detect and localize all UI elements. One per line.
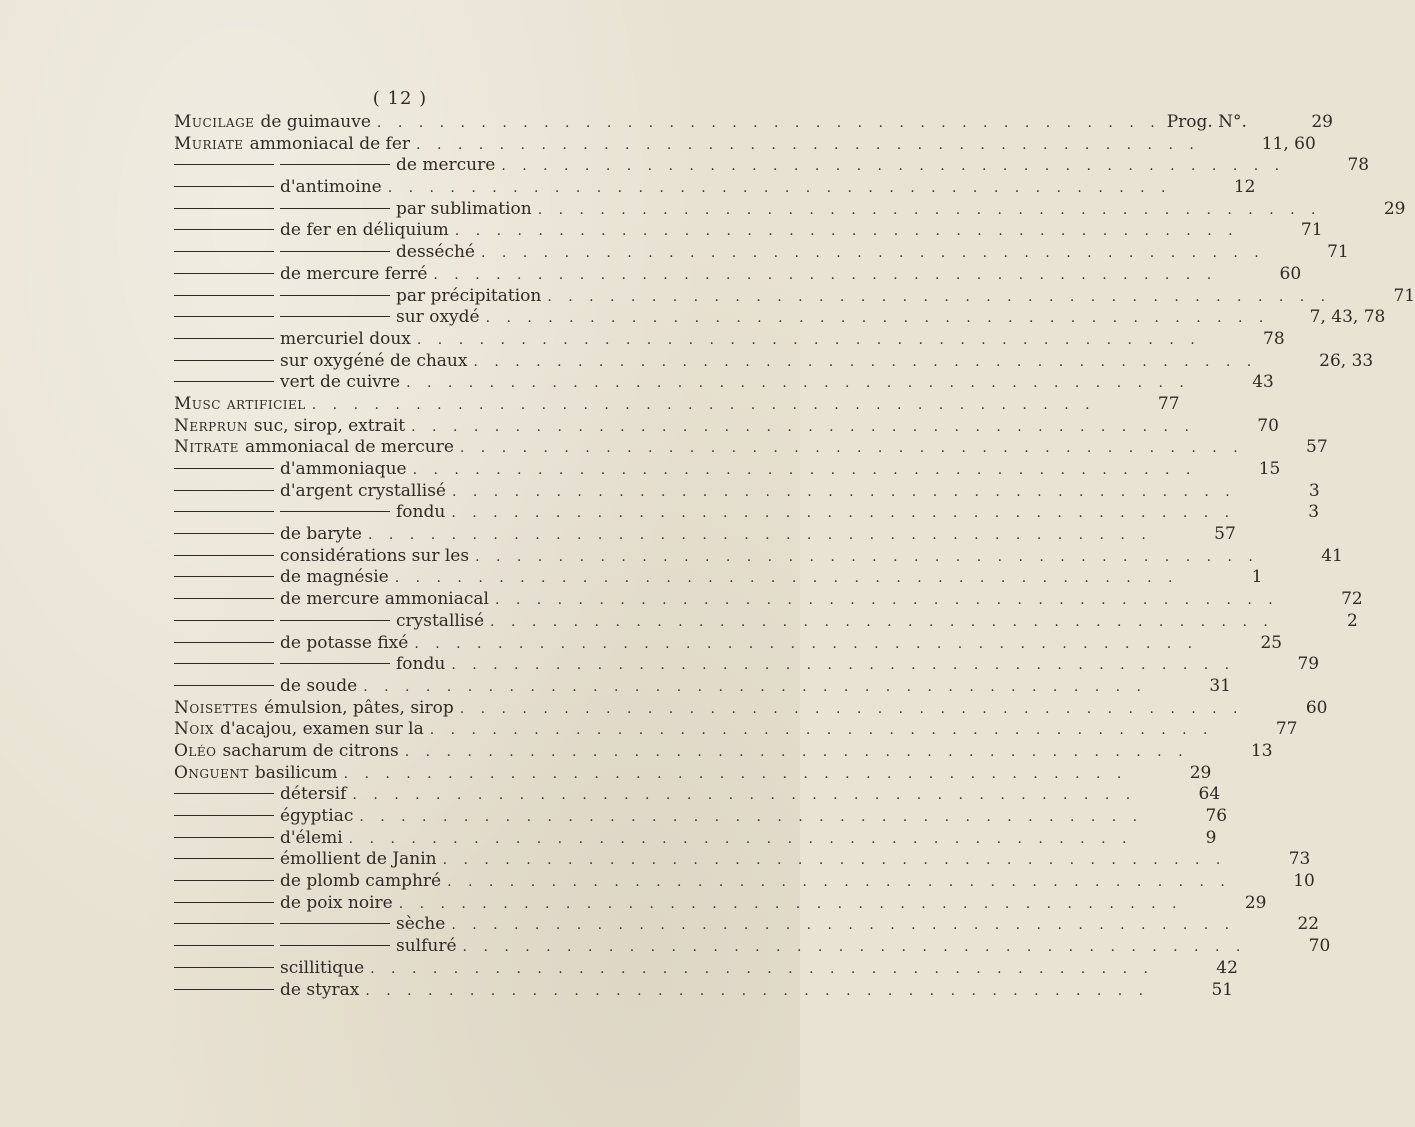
index-entry — [174, 263, 1302, 286]
index-entry — [174, 849, 1311, 871]
index-entry — [174, 697, 1328, 720]
dot-leader: . . . . . . . . . . . . . . . . . . . . . . . . . . . . . . . . . . . . . . — [363, 678, 1147, 695]
dot-leader: . . . . . . . . . . . . . . . . . . . . . . . . . . . . . . . . . . . . . . — [311, 396, 1096, 413]
dot-leader: . . . . . . . . . . . . . . . . . . . . . . . . . . . . . . . . . . . . . . — [459, 440, 1244, 457]
index-entry — [174, 762, 1212, 785]
program-number: 3 — [1308, 502, 1320, 523]
dot-leader: . . . . . . . . . . . . . . . . . . . . . . . . . . . . . . . . . . . . . . — [414, 635, 1199, 652]
entry-headword: Mucilage — [174, 112, 255, 132]
entry-text: fondu — [396, 502, 446, 523]
dot-leader: . . . . . . . . . . . . . . . . . . . . . . . . . . . . . . . . . . . . . . — [406, 375, 1190, 392]
ditto-dash — [174, 642, 274, 643]
index-entry — [174, 719, 1298, 741]
index-entry — [174, 675, 1231, 698]
entry-text: suc, sirop, extrait — [253, 415, 406, 436]
index-entry — [174, 524, 1236, 546]
dot-leader: . . . . . . . . . . . . . . . . . . . . . . . . . . . . . . . . . . . . . . — [537, 201, 1322, 218]
entry-lead — [174, 502, 445, 524]
dot-leader: . . . . . . . . . . . . . . . . . . . . . . . . . . . . . . . . . . . . . . — [454, 223, 1239, 240]
dot-leader: . . . . . . . . . . . . . . . . . . . . . . . . . . . . . . . . . . . . . . — [462, 939, 1247, 956]
ditto-dash — [174, 186, 274, 187]
index-entry — [174, 242, 1349, 264]
program-number: 25 — [1260, 632, 1283, 653]
entry-text: par précipitation — [396, 285, 542, 306]
index-entry — [174, 350, 1374, 373]
entry-text: considérations sur les — [280, 545, 470, 566]
index-entry — [174, 480, 1320, 503]
entry-text: de baryte — [280, 524, 362, 545]
ditto-dash — [280, 945, 390, 946]
ditto-dash — [174, 229, 274, 230]
dot-leader: . . . . . . . . . . . . . . . . . . . . . . . . . . . . . . . . . . . . . . — [451, 917, 1236, 934]
index-entry — [174, 871, 1315, 893]
dot-leader: . . . . . . . . . . . . . . . . . . . . . . . . . . . . . . . . . . . . . . — [376, 115, 1161, 131]
index-entry — [174, 220, 1323, 242]
ditto-dash — [174, 576, 274, 577]
index-entry — [174, 957, 1238, 980]
entry-lead — [174, 763, 338, 785]
ditto-dash — [280, 663, 390, 664]
ditto-dash — [280, 316, 390, 317]
ditto-dash — [174, 251, 274, 252]
dot-leader: . . . . . . . . . . . . . . . . . . . . . . . . . . . . . . . . . . . . . . — [398, 895, 1183, 912]
dot-leader: . . . . . . . . . . . . . . . . . . . . . . . . . . . . . . . . . . . . . . — [451, 483, 1236, 500]
dot-leader: . . . . . . . . . . . . . . . . . . . . . . . . . . . . . . . . . . . . . . — [343, 765, 1128, 782]
entry-text: détersif — [280, 784, 347, 805]
entry-headword: Onguent — [174, 762, 249, 783]
program-number: 13 — [1250, 740, 1273, 761]
ditto-dash — [174, 945, 274, 946]
program-number: 78 — [1347, 155, 1370, 176]
dot-leader: . . . . . . . . . . . . . . . . . . . . . . . . . . . . . . . . . . . . . . — [485, 310, 1270, 327]
entry-text: scillitique — [280, 957, 365, 978]
entry-text: desséché — [396, 242, 475, 263]
dot-leader: . . . . . . . . . . . . . . . . . . . . . . . . . . . . . . . . . . . . . . — [433, 266, 1218, 283]
entry-lead — [174, 741, 399, 763]
index-entry — [174, 459, 1281, 481]
ditto-dash — [174, 923, 274, 924]
ditto-dash — [174, 273, 274, 274]
index-entry — [174, 806, 1228, 828]
program-number: 10 — [1293, 871, 1315, 892]
index-entry — [174, 632, 1283, 655]
index-entry — [174, 415, 1279, 438]
dot-leader: . . . . . . . . . . . . . . . . . . . . . . . . . . . . . . . . . . . . . . — [365, 982, 1150, 999]
index-entry — [174, 654, 1320, 676]
program-number: 29 — [1311, 112, 1333, 132]
ditto-dash — [174, 468, 274, 469]
program-number: 79 — [1297, 654, 1320, 675]
dot-leader: . . . . . . . . . . . . . . . . . . . . . . . . . . . . . . . . . . . . . . — [348, 830, 1133, 847]
entry-text: mercuriel doux — [280, 328, 411, 349]
program-number: 76 — [1205, 806, 1228, 826]
entry-lead — [174, 719, 424, 741]
dot-leader: . . . . . . . . . . . . . . . . . . . . . . . . . . . . . . . . . . . . . . — [416, 331, 1201, 348]
index-entry — [174, 827, 1217, 850]
program-number: 72 — [1341, 589, 1363, 610]
index-entry — [174, 740, 1273, 763]
program-number: 60 — [1279, 263, 1302, 284]
entry-lead — [174, 654, 445, 676]
entry-lead — [174, 372, 400, 394]
ditto-dash — [174, 555, 274, 556]
entry-text: émollient de Janin — [280, 849, 437, 870]
ditto-dash — [174, 511, 274, 512]
program-number: 70 — [1308, 936, 1331, 957]
entry-lead — [174, 177, 382, 199]
entry-headword: Muriate — [174, 133, 244, 154]
entry-text: ammoniacal de fer — [249, 133, 411, 154]
entry-lead — [174, 524, 362, 546]
entry-text: fondu — [396, 654, 446, 675]
program-number: 43 — [1252, 372, 1274, 393]
entry-text: vert de cuivre — [280, 372, 401, 393]
ditto-dash — [280, 620, 390, 621]
entry-lead — [174, 459, 407, 481]
ditto-dash — [174, 837, 274, 838]
index-entry — [174, 589, 1363, 611]
program-number: 71 — [1327, 242, 1349, 263]
program-number: 22 — [1297, 914, 1320, 935]
entry-text: émulsion, pâtes, sirop — [264, 697, 454, 718]
entry-text: sacharum de citrons — [222, 740, 399, 761]
ditto-dash — [174, 360, 274, 361]
ditto-dash — [174, 663, 274, 664]
ditto-dash — [174, 989, 274, 990]
program-number: 29 — [1383, 198, 1406, 219]
program-number: 29 — [1189, 762, 1212, 783]
prog-header: Prog. N°. — [1166, 112, 1247, 132]
entry-lead — [174, 155, 495, 177]
dot-leader: . . . . . . . . . . . . . . . . . . . . . . . . . . . . . . . . . . . . . . — [368, 527, 1152, 544]
ditto-dash — [174, 338, 274, 339]
entry-text: sulfuré — [396, 936, 457, 957]
program-number: 71 — [1393, 285, 1415, 306]
entry-lead — [174, 958, 364, 980]
entry-headword: Musc artificiel — [174, 393, 306, 414]
ditto-dash — [280, 923, 390, 924]
entry-text: sur oxygéné de chaux — [280, 350, 468, 371]
index-entry — [174, 155, 1370, 177]
entry-text: de fer en déliquium — [280, 220, 449, 241]
entry-lead — [174, 307, 480, 329]
dot-leader: . . . . . . . . . . . . . . . . . . . . . . . . . . . . . . . . . . . . . . — [451, 505, 1236, 522]
entry-text: d'antimoine — [280, 177, 382, 198]
entry-headword: Nitrate — [174, 437, 239, 458]
program-number: 15 — [1258, 459, 1281, 479]
dot-leader: . . . . . . . . . . . . . . . . . . . . . . . . . . . . . . . . . . . . . . — [412, 462, 1197, 478]
index-entry — [174, 372, 1274, 394]
ditto-dash — [174, 208, 274, 209]
entry-headword: Noisettes — [174, 697, 259, 718]
dot-leader: . . . . . . . . . . . . . . . . . . . . . . . . . . . . . . . . . . . . . . — [490, 613, 1274, 630]
ditto-dash — [174, 902, 274, 903]
index-entry — [174, 567, 1263, 589]
dot-leader: . . . . . . . . . . . . . . . . . . . . . . . . . . . . . . . . . . . . . . — [387, 180, 1172, 197]
entry-lead — [174, 481, 446, 503]
entry-text: d'argent crystallisé — [280, 480, 446, 501]
index-entry — [174, 328, 1285, 351]
entry-text: de mercure ammoniacal — [280, 589, 489, 610]
ditto-dash — [174, 620, 274, 621]
program-number: 3 — [1308, 480, 1320, 501]
dot-leader: . . . . . . . . . . . . . . . . . . . . . . . . . . . . . . . . . . . . . . — [416, 136, 1200, 153]
ditto-dash — [280, 511, 390, 512]
dot-leader: . . . . . . . . . . . . . . . . . . . . . . . . . . . . . . . . . . . . . . — [429, 722, 1214, 739]
index-entry — [174, 307, 1386, 329]
entry-text: égyptiac — [280, 806, 354, 826]
index-entry — [174, 437, 1328, 459]
entry-text: de magnésie — [280, 567, 389, 588]
index-entry — [174, 112, 1333, 134]
entry-lead — [174, 871, 441, 893]
entry-lead — [174, 698, 454, 720]
program-number: 64 — [1198, 784, 1221, 805]
entry-lead — [174, 437, 454, 459]
program-number: 78 — [1263, 328, 1285, 349]
index-entry — [174, 393, 1180, 416]
program-number: 1 — [1251, 567, 1263, 588]
dot-leader: . . . . . . . . . . . . . . . . . . . . . . . . . . . . . . . . . . . . . . — [494, 592, 1279, 609]
entry-lead — [174, 893, 393, 915]
ditto-dash — [174, 858, 274, 859]
dot-leader: . . . . . . . . . . . . . . . . . . . . . . . . . . . . . . . . . . . . . . — [475, 548, 1259, 565]
program-number: 71 — [1300, 220, 1323, 241]
index-entry — [174, 177, 1256, 199]
program-number: 60 — [1305, 697, 1328, 718]
program-number: 7, 43, 78 — [1309, 307, 1386, 328]
program-number: 11, 60 — [1261, 133, 1316, 154]
program-number: 57 — [1306, 437, 1328, 458]
program-number: 51 — [1211, 979, 1234, 1000]
dot-leader: . . . . . . . . . . . . . . . . . . . . . . . . . . . . . . . . . . . . . . — [451, 657, 1236, 674]
dot-leader: . . . . . . . . . . . . . . . . . . . . . . . . . . . . . . . . . . . . . . — [480, 245, 1265, 262]
entry-lead — [174, 351, 467, 373]
ditto-dash — [174, 598, 274, 599]
ditto-dash — [174, 533, 274, 534]
entry-lead — [174, 416, 405, 438]
entry-headword: Nerprun — [174, 415, 248, 436]
ditto-dash — [280, 208, 390, 209]
entry-text: par sublimation — [396, 198, 532, 219]
dot-leader: . . . . . . . . . . . . . . . . . . . . . . . . . . . . . . . . . . . . . . — [473, 353, 1258, 370]
dot-leader: . . . . . . . . . . . . . . . . . . . . . . . . . . . . . . . . . . . . . . — [359, 809, 1144, 825]
program-number: 57 — [1214, 524, 1236, 545]
entry-text: d'élemi — [280, 827, 343, 848]
index-entry — [174, 545, 1343, 568]
program-number: 77 — [1157, 393, 1180, 414]
entry-text: d'ammoniaque — [280, 459, 407, 479]
program-number: 12 — [1233, 177, 1256, 198]
entry-text: de guimauve — [260, 112, 371, 132]
ditto-dash — [174, 815, 274, 816]
entry-lead — [174, 394, 306, 416]
index-entry — [174, 285, 1415, 308]
entry-lead — [174, 286, 541, 308]
ditto-dash — [174, 164, 274, 165]
program-number: 26, 33 — [1319, 350, 1374, 371]
entry-text: de plomb camphré — [280, 871, 442, 892]
entry-headword: Oléo — [174, 740, 217, 761]
program-number: 29 — [1244, 892, 1267, 913]
entry-text: crystallisé — [396, 610, 485, 631]
index-entry — [174, 979, 1234, 1002]
index-list — [174, 112, 1415, 1001]
entry-lead — [174, 849, 437, 871]
ditto-dash — [280, 164, 390, 165]
entry-text: sèche — [396, 914, 446, 935]
dot-leader: . . . . . . . . . . . . . . . . . . . . . . . . . . . . . . . . . . . . . . — [411, 418, 1195, 435]
entry-lead — [174, 242, 475, 264]
dot-leader: . . . . . . . . . . . . . . . . . . . . . . . . . . . . . . . . . . . . . . — [442, 852, 1227, 869]
entry-text: de styrax — [280, 979, 360, 1000]
entry-text: de mercure — [396, 155, 496, 176]
ditto-dash — [280, 251, 390, 252]
entry-text: basilicum — [254, 762, 338, 783]
entry-lead — [174, 828, 343, 850]
ditto-dash — [174, 880, 274, 881]
ditto-dash — [174, 793, 274, 794]
entry-text: d'acajou, examen sur la — [220, 719, 424, 740]
entry-text: sur oxydé — [396, 307, 480, 328]
entry-lead — [174, 784, 346, 806]
entry-text: de potasse fixé — [280, 632, 409, 653]
index-entry — [174, 198, 1406, 221]
program-number: 77 — [1275, 719, 1298, 740]
program-number: 42 — [1216, 957, 1238, 978]
program-number: 31 — [1209, 675, 1231, 696]
entry-lead — [174, 589, 489, 611]
entry-lead — [174, 264, 427, 286]
ditto-dash — [174, 967, 274, 968]
entry-lead — [174, 329, 411, 351]
entry-lead — [174, 676, 357, 698]
dot-leader: . . . . . . . . . . . . . . . . . . . . . . . . . . . . . . . . . . . . . . — [370, 960, 1154, 977]
index-entry — [174, 936, 1331, 958]
index-entry — [174, 892, 1267, 915]
entry-lead — [174, 112, 371, 134]
entry-lead — [174, 611, 484, 633]
ditto-dash — [174, 685, 274, 686]
ditto-dash — [174, 316, 274, 317]
program-number: 41 — [1321, 545, 1343, 566]
entry-lead — [174, 220, 449, 242]
entry-lead — [174, 546, 469, 568]
entry-text: de soude — [280, 675, 358, 696]
entry-lead — [174, 936, 457, 958]
page-number: ( 12 ) — [372, 88, 428, 109]
index-entry — [174, 610, 1358, 633]
index-entry — [174, 133, 1316, 156]
dot-leader: . . . . . . . . . . . . . . . . . . . . . . . . . . . . . . . . . . . . . . — [547, 288, 1332, 305]
entry-text: de mercure ferré — [280, 263, 428, 284]
entry-text: ammoniacal de mercure — [244, 437, 454, 458]
entry-text: de poix noire — [280, 892, 393, 913]
index-entry — [174, 502, 1320, 524]
entry-lead — [174, 567, 389, 589]
entry-headword: Noix — [174, 719, 214, 740]
entry-lead — [174, 134, 410, 156]
dot-leader: . . . . . . . . . . . . . . . . . . . . . . . . . . . . . . . . . . . . . . — [404, 743, 1189, 760]
entry-lead — [174, 980, 359, 1002]
ditto-dash — [174, 490, 274, 491]
index-entry — [174, 784, 1221, 806]
entry-lead — [174, 199, 532, 221]
dot-leader: . . . . . . . . . . . . . . . . . . . . . . . . . . . . . . . . . . . . . . — [394, 570, 1179, 587]
dot-leader: . . . . . . . . . . . . . . . . . . . . . . . . . . . . . . . . . . . . . . — [501, 158, 1286, 175]
dot-leader: . . . . . . . . . . . . . . . . . . . . . . . . . . . . . . . . . . . . . . — [352, 787, 1137, 804]
dot-leader: . . . . . . . . . . . . . . . . . . . . . . . . . . . . . . . . . . . . . . — [459, 700, 1244, 717]
ditto-dash — [174, 381, 274, 382]
dot-leader: . . . . . . . . . . . . . . . . . . . . . . . . . . . . . . . . . . . . . . — [447, 874, 1231, 891]
ditto-dash — [280, 295, 390, 296]
index-entry — [174, 914, 1320, 936]
program-number: 2 — [1346, 610, 1358, 631]
entry-lead — [174, 806, 353, 828]
program-number: 70 — [1257, 415, 1279, 436]
entry-lead — [174, 914, 445, 936]
program-number: 73 — [1288, 849, 1311, 870]
program-number: 9 — [1205, 827, 1217, 848]
ditto-dash — [174, 295, 274, 296]
entry-lead — [174, 633, 408, 655]
